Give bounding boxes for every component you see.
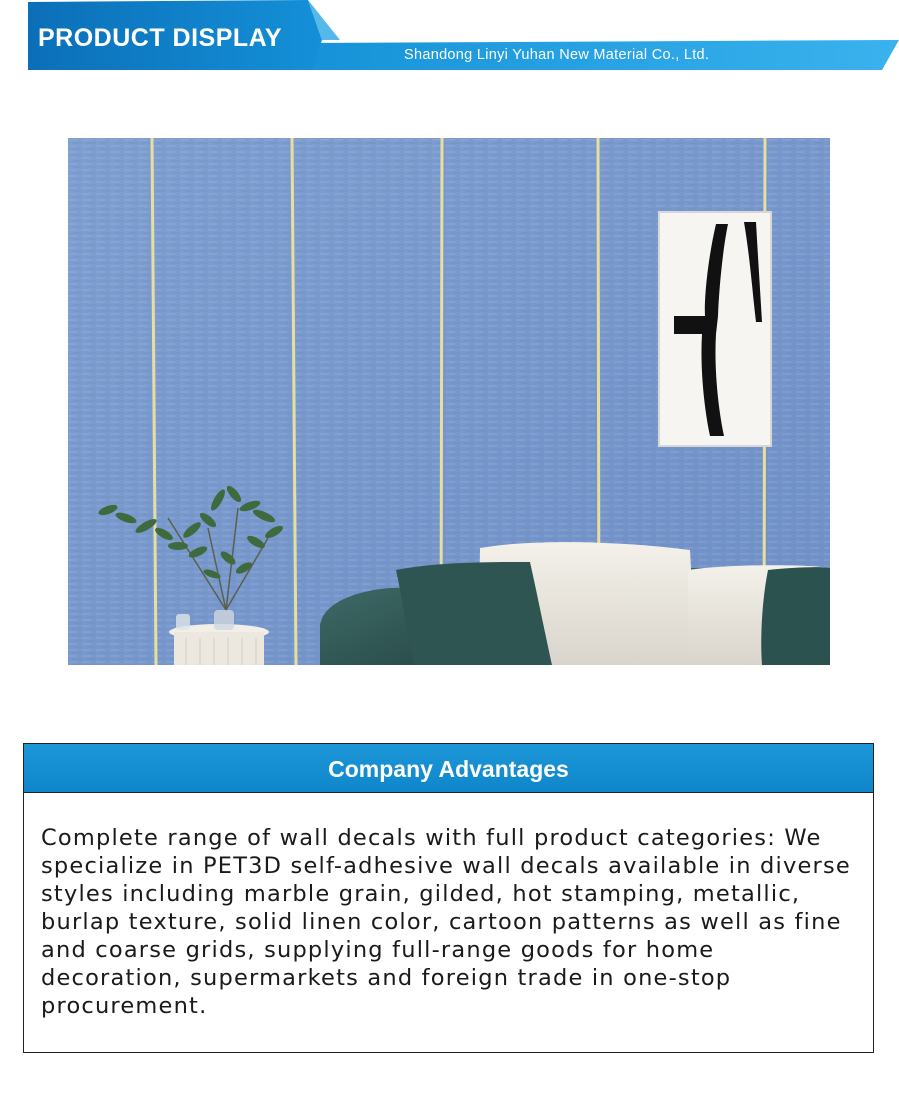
advantages-heading: Company Advantages [328,756,569,782]
header-banner [0,0,899,74]
product-photo [68,138,830,665]
framed-art [659,212,771,446]
advantages-panel [23,743,874,1053]
advantages-body: Complete range of wall decals with full product categories: We specialize in PET3D self-adhesive wall decals available in diverse styles including marble grain, gilded, hot stamping, metallic, burlap texture, solid linen color, cartoon patterns as well as fine and coarse grids, supplying full-range goods for home decoration, supermarkets and foreign trade in one-stop procurement. [41,825,851,1019]
page-title: PRODUCT DISPLAY [38,24,283,52]
advantages-header [24,744,873,793]
company-name: Shandong Linyi Yuhan New Material Co., Ltd. [404,47,710,63]
